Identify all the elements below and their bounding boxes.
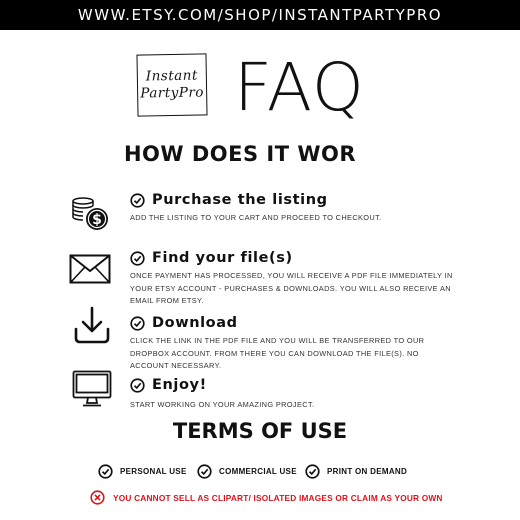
logo-line-2: PartyPro bbox=[140, 84, 205, 102]
check-circle-icon bbox=[98, 464, 113, 479]
step-desc-purchase: ADD THE LISTING TO YOUR CART AND PROCEED TO CHECKOUT. bbox=[130, 213, 382, 222]
coins-dollar-icon bbox=[70, 193, 110, 233]
check-circle-icon bbox=[130, 378, 145, 393]
terms-heading: TERMS OF USE bbox=[172, 419, 348, 443]
check-circle-icon bbox=[305, 464, 320, 479]
logo-line-1: Instant bbox=[145, 67, 199, 85]
step-desc-enjoy: START WORKING ON YOUR AMAZING PROJECT. bbox=[130, 400, 315, 409]
warning-text: YOU CANNOT SELL AS CLIPART/ ISOLATED IMAGES OR CLAIM AS YOUR OWN bbox=[113, 492, 443, 503]
x-circle-icon bbox=[90, 490, 105, 505]
step-title-enjoy bbox=[130, 377, 207, 393]
step-title-find-files bbox=[130, 250, 293, 266]
brand-logo bbox=[136, 53, 207, 116]
shop-url[interactable]: WWW.ETSY.COM/SHOP/INSTANTPARTYPRO bbox=[77, 6, 443, 24]
restriction-warning bbox=[90, 490, 443, 505]
check-circle-icon bbox=[130, 193, 145, 208]
term-personal-use bbox=[98, 464, 187, 479]
check-circle-icon bbox=[197, 464, 212, 479]
term-label: PRINT ON DEMAND bbox=[327, 467, 408, 476]
header-bar bbox=[0, 0, 520, 30]
check-circle-icon bbox=[130, 251, 145, 266]
page-title: FAQ bbox=[234, 49, 365, 126]
step-title-purchase bbox=[130, 192, 328, 208]
how-it-works-heading: HOW DOES IT WOR bbox=[123, 142, 357, 166]
step-desc-find-files: ONCE PAYMENT HAS PROCESSED, YOU WILL RECEIVE A PDF FILE IMMEDIATELY IN YOUR ETSY ACCOUNT - PURCHASES & DOWNLOADS. YOU WILL ALSO RECEIVE AN EMAIL FROM ETSY. bbox=[130, 271, 453, 305]
envelope-icon bbox=[69, 254, 111, 284]
term-label: PERSONAL USE bbox=[120, 467, 187, 476]
svg-text:$: $ bbox=[92, 212, 102, 228]
step-title-text: Enjoy! bbox=[152, 377, 207, 393]
step-title-text: Purchase the listing bbox=[152, 192, 328, 208]
term-commercial-use bbox=[197, 464, 297, 479]
monitor-icon bbox=[72, 370, 112, 408]
download-icon bbox=[73, 305, 111, 345]
step-title-text: Find your file(s) bbox=[152, 250, 293, 266]
check-circle-icon bbox=[130, 316, 145, 331]
step-desc-download: CLICK THE LINK IN THE PDF FILE AND YOU WILL BE TRANSFERRED TO OUR DROPBOX ACCOUNT. FROM THERE YOU CAN DOWNLOAD THE FILE(S). NO ACCOUNT NECESSARY. bbox=[130, 336, 425, 370]
step-title-text: Download bbox=[152, 315, 238, 331]
step-title-download bbox=[130, 315, 238, 331]
term-label: COMMERCIAL USE bbox=[219, 467, 297, 476]
term-print-on-demand bbox=[305, 464, 407, 479]
